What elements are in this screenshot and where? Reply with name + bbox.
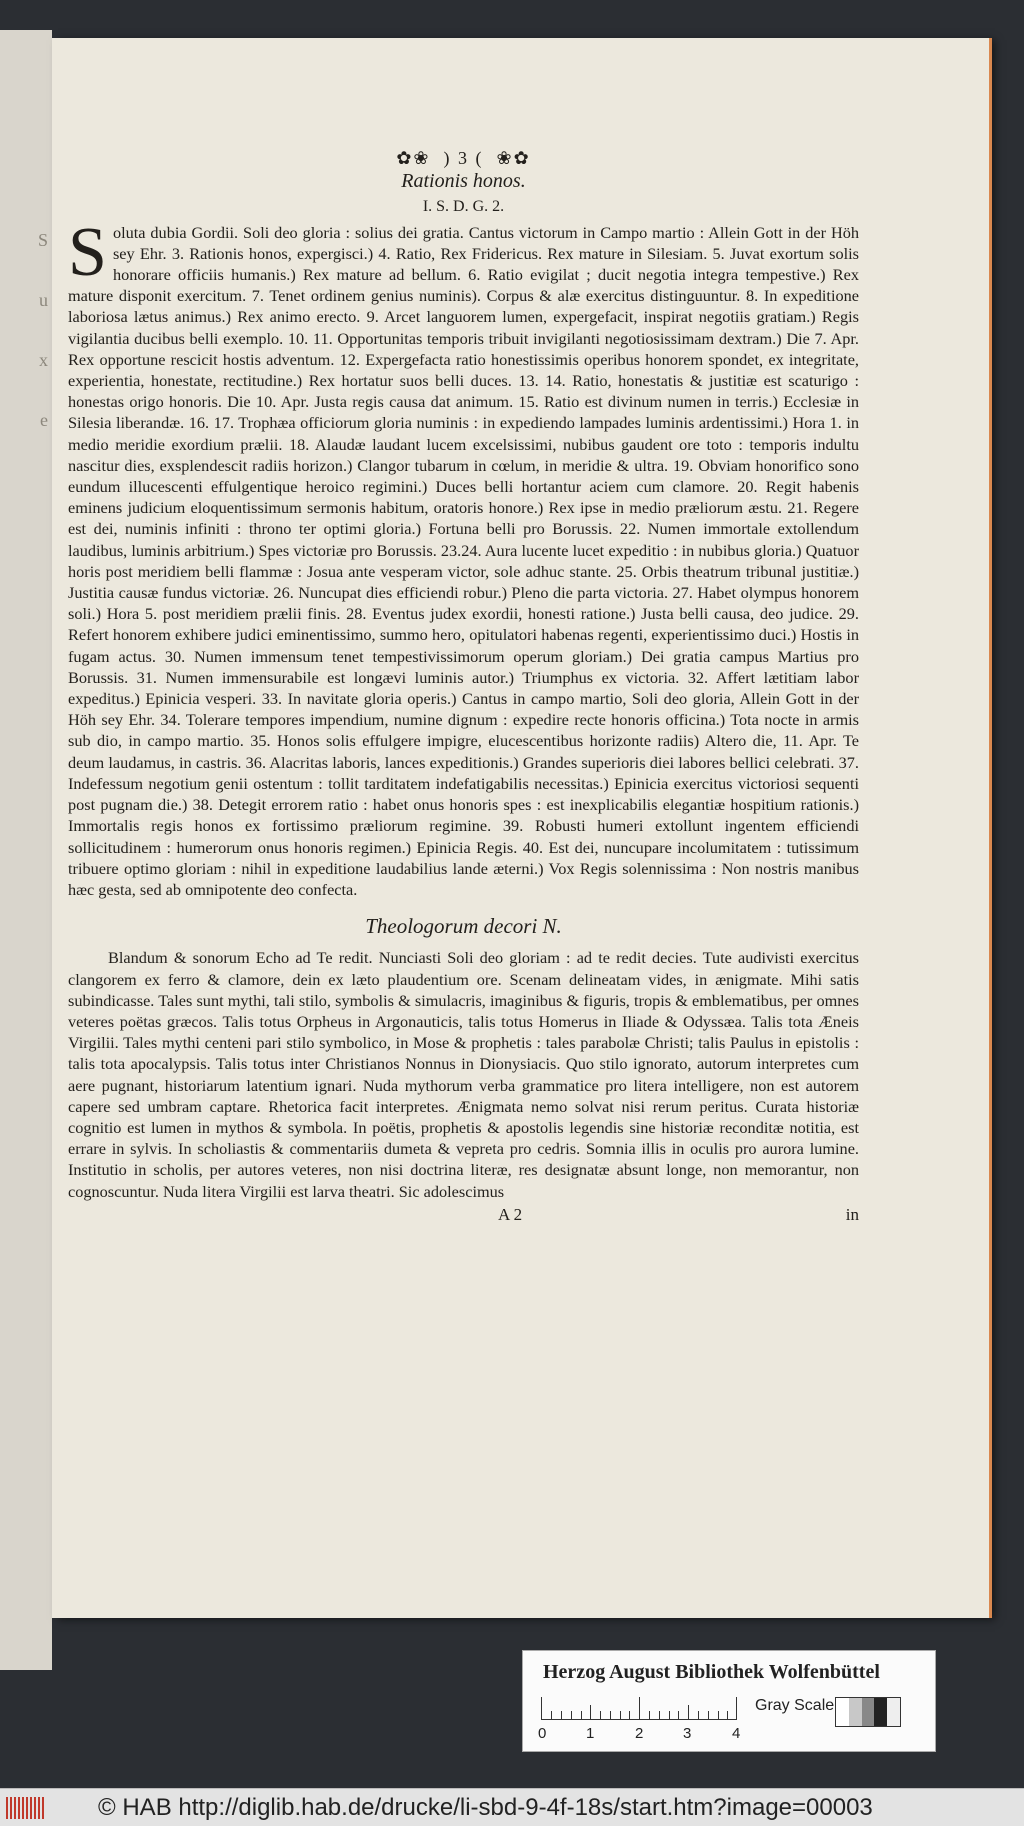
page-header xyxy=(68,148,859,169)
ornament-right: ❀✿ xyxy=(496,148,531,168)
scale-ruler xyxy=(541,1695,737,1720)
previous-page-edge: S u x e xyxy=(0,30,52,1670)
footer-bar xyxy=(0,1788,1024,1826)
library-name: Herzog August Bibliothek Wolfenbüttel xyxy=(543,1661,880,1683)
page-number: ) 3 ( xyxy=(443,148,484,168)
gray-swatch xyxy=(862,1698,875,1726)
page-subtitle: I. S. D. G. 2. xyxy=(422,198,505,216)
paragraph-1-text: oluta dubia Gordii. Soli deo gloria : solius dei gratia. Cantus victorum in Campo martio : Allein Gott in der Höh sey Ehr. 3. Rationis honos, expergisci.) 4. Ratio, Rex Fridericus. Rex mature in Silesiam. 5. Juvat exortum solis honorare officiis humanis.) Rex mature ad bellum. 6. Ratio evigilat ; ducit negotia integra tempestive.) Rex mature disponit exercitum. 7. Tenet ordinem genius numinis). Corpus & alæ exercitus distinguuntur. 8. In expeditione laboriosa lætus animus.) Rex animo erecto. 9. Arcet languorem lumen, expergefacit, inspirat negotiis gratiam.) Regis vigilantia ducibus belli exemplo. 10. 11. Opportunitas temporis tribuit invigilanti negotiosissimam dextram.) Die 7. Apr. Rex opportune rescicit hostis adventum. 12. Expergefacta ratio honestissimis operibus honorem spondet, ex integritate, experientia, honestate, rectitudine.) Rex hortatur suos belli duces. 13. 14. Ratio, honestatis & justitiæ est scaturigo : honestas origo honoris. Die 10. Apr. Justa regis causa dat animum. 15. Ratio est divinum numen in terris.) Ecclesiæ in Silesia liberandæ. 16. 17. Trophæa officiorum gloria numinis : in expediendo lampades luminis ardentissimi.) Hora 1. in medio meridie exordium prælii. 18. Alaudæ laudant lucem excelsissimi, nubibus gaudent ore toto : temporis indultu nascitur dies, exsplendescit radiis horizon.) Clangor tubarum in cœlum, in meridie & ultra. 19. Obviam honorifico sono eundum illucescenti effulgentique heroico regimini.) Duces belli hortantur aciem cum clamore. 20. Regit habenis eminens judicium eloquentissimum sermonis habitum, oratoris honore.) Rex ipse in medio præliorum æstu. 21. Regere est dei, numinis infiniti : throno ter optimi gloria.) Fortuna belli pro Borussis. 22. Numen immortale extollendum laudibus, luminis arbitrium.) Spes victoriæ pro Borussis. 23.24. Aura lucente lucet expeditio : in nubibus gloria.) Quatuor horis post meridiem belli flammæ : Josua ante vesperam victor, sole adhuc stante. 25. Orbis theatrum tribunal justitiæ.) Justitia causæ fundus victoriæ. 26. Nuncupat dies efficiendi robur.) Pleno die parta victoria. 27. Habet olympus honorem soli.) Hora 5. post meridiem prælii finis. 28. Eventus judex exordii, honesti ratione.) Justa belli causa, deo judice. 29. Refert honorem exhibere judici eminentissimo, summo hero, opitulatori habenas regenti, experientissimo duci.) Hostis in fugam actus. 30. Numen immensum tenet tempestivissimorum operum gloriam.) Dei gratia campus Martius pro Borussis. 31. Numen immensurabile est longævi luminis autor.) Triumphus ex victoria. 32. Affert lætitiam labor expeditus.) Epinicia vesperi. 33. In navitate gloria operis.) Cantus in campo martio, Soli deo gloria, Allein Gott in der Höh sey Ehr. 34. Tolerare tempores impendium, numine dignum : expedire recte honoris officina.) Tota nocte in armis sub dio, in campo martio. 35. Honos solis effulgere impigre, elucescentibus horizonte radiis) Altero die, 11. Apr. Te deum laudamus, in castris. 36. Alacritas laboris, lances expeditionis.) Grandes superioris diei labores bellici celebrati. 37. Indefessum negotium genii ostentum : tollit tarditatem indefatigabilis necessitas.) Epinicia exercitus victoriosi sequenti post pugnam die.) 38. Detegit errorem ratio : habet onus honoris spes : est inexplicabilis elegantiæ hospitium rationis.) Immortalis regis honos ex fortissimo præliorum regimine. 39. Robusti humeri extollunt ingentem efficiendi sollicitudinem : humerorum onus honoris regimen.) Epinicia Regis. 40. Est dei, nuncupare incolumitatem : tutissimum tribuere optimo gloriam : nihil in expeditione laudabilius lande æterni.) Vox Regis solennissima : Non nostris manibus hæc gesta, sed ab omnipotente deo confecta. xyxy=(68,222,859,899)
ruler-number: 3 xyxy=(683,1725,692,1742)
gray-swatch xyxy=(874,1698,887,1726)
section-title: Theologorum decori N. xyxy=(365,914,562,939)
ruler-number: 4 xyxy=(732,1725,741,1742)
paragraph-2: Blandum & sonorum Echo ad Te redit. Nunciasti Soli deo gloriam : ad te redit decies. Tute audivisti exercitus clangorem ex ferro & clamore, dein ex læto plaudentium ore. Scenam delineatam vides, in ænigmate. Mihi satis subindicasse. Tales sunt mythi, tali stilo, symbolis & simulacris, imaginibus & figuris, tropis & emblematibus, per omnes veteres poëtas græcos. Talis totus Orpheus in Argonauticis, talis totus Homerus in Iliade & Odyssæa. Talis tota Æneis Virgilii. Tales mythi centeni pari stilo symbolico, in Mose & prophetis : tales parabolæ Christi; talis Paulus in epistolis : talis tota apocalypsis. Talis totus inter Christianos Nonnus in Dionysiacis. Quo stilo ignorato, autorum interpretes cum aere pugnant, historiarum latentium ignari. Nuda mythorum verba grammatice pro litera intelligere, non est autorem capere sed umbram captare. Rhetorica facit interpretes. Ænigmata nemo solvat nisi rerum peritus. Curata historiæ cognitio est lumen in mythos & symbola. In poëtis, prophetis & apostolis legendis sine historiæ reconditæ notitia, est errare in sylvis. In scholiastis & commentariis dumeta & vepreta pro cedris. Somnia illis in oculis pro aurora lumine. Institutio in scholis, per autores veteres, non nisi doctrina literæ, res designatæ absunt longe, non memorantur, non cognoscuntur. Nuda litera Virgilii est larva theatri. Sic adolescimus xyxy=(68,948,859,1201)
gray-scale-label: Gray Scale xyxy=(755,1697,835,1714)
page-text xyxy=(68,148,859,1225)
ruler-number: 2 xyxy=(635,1725,644,1742)
ornament-left: ✿❀ xyxy=(396,148,431,168)
drop-cap: S xyxy=(68,213,107,291)
ruler-number: 1 xyxy=(586,1725,595,1742)
catchword: in xyxy=(845,1204,859,1224)
gray-swatch xyxy=(849,1698,862,1726)
ruler-number: 0 xyxy=(538,1725,547,1742)
book-page xyxy=(52,38,989,1618)
page-title: Rationis honos. xyxy=(401,170,526,193)
signature-line xyxy=(68,1204,859,1225)
footer-url[interactable]: © HAB http://diglib.hab.de/drucke/li-sbd-9-4f-18s/start.htm?image=00003 xyxy=(98,1794,873,1821)
ruler-numbers xyxy=(538,1725,748,1745)
library-stamp xyxy=(522,1650,936,1752)
signature-mark: A 2 xyxy=(498,1204,523,1224)
gray-swatch xyxy=(836,1698,849,1726)
gray-swatch xyxy=(887,1698,900,1726)
paragraph-1 xyxy=(68,213,859,901)
barcode-icon xyxy=(6,1797,46,1819)
gray-scale-bar xyxy=(835,1697,901,1727)
